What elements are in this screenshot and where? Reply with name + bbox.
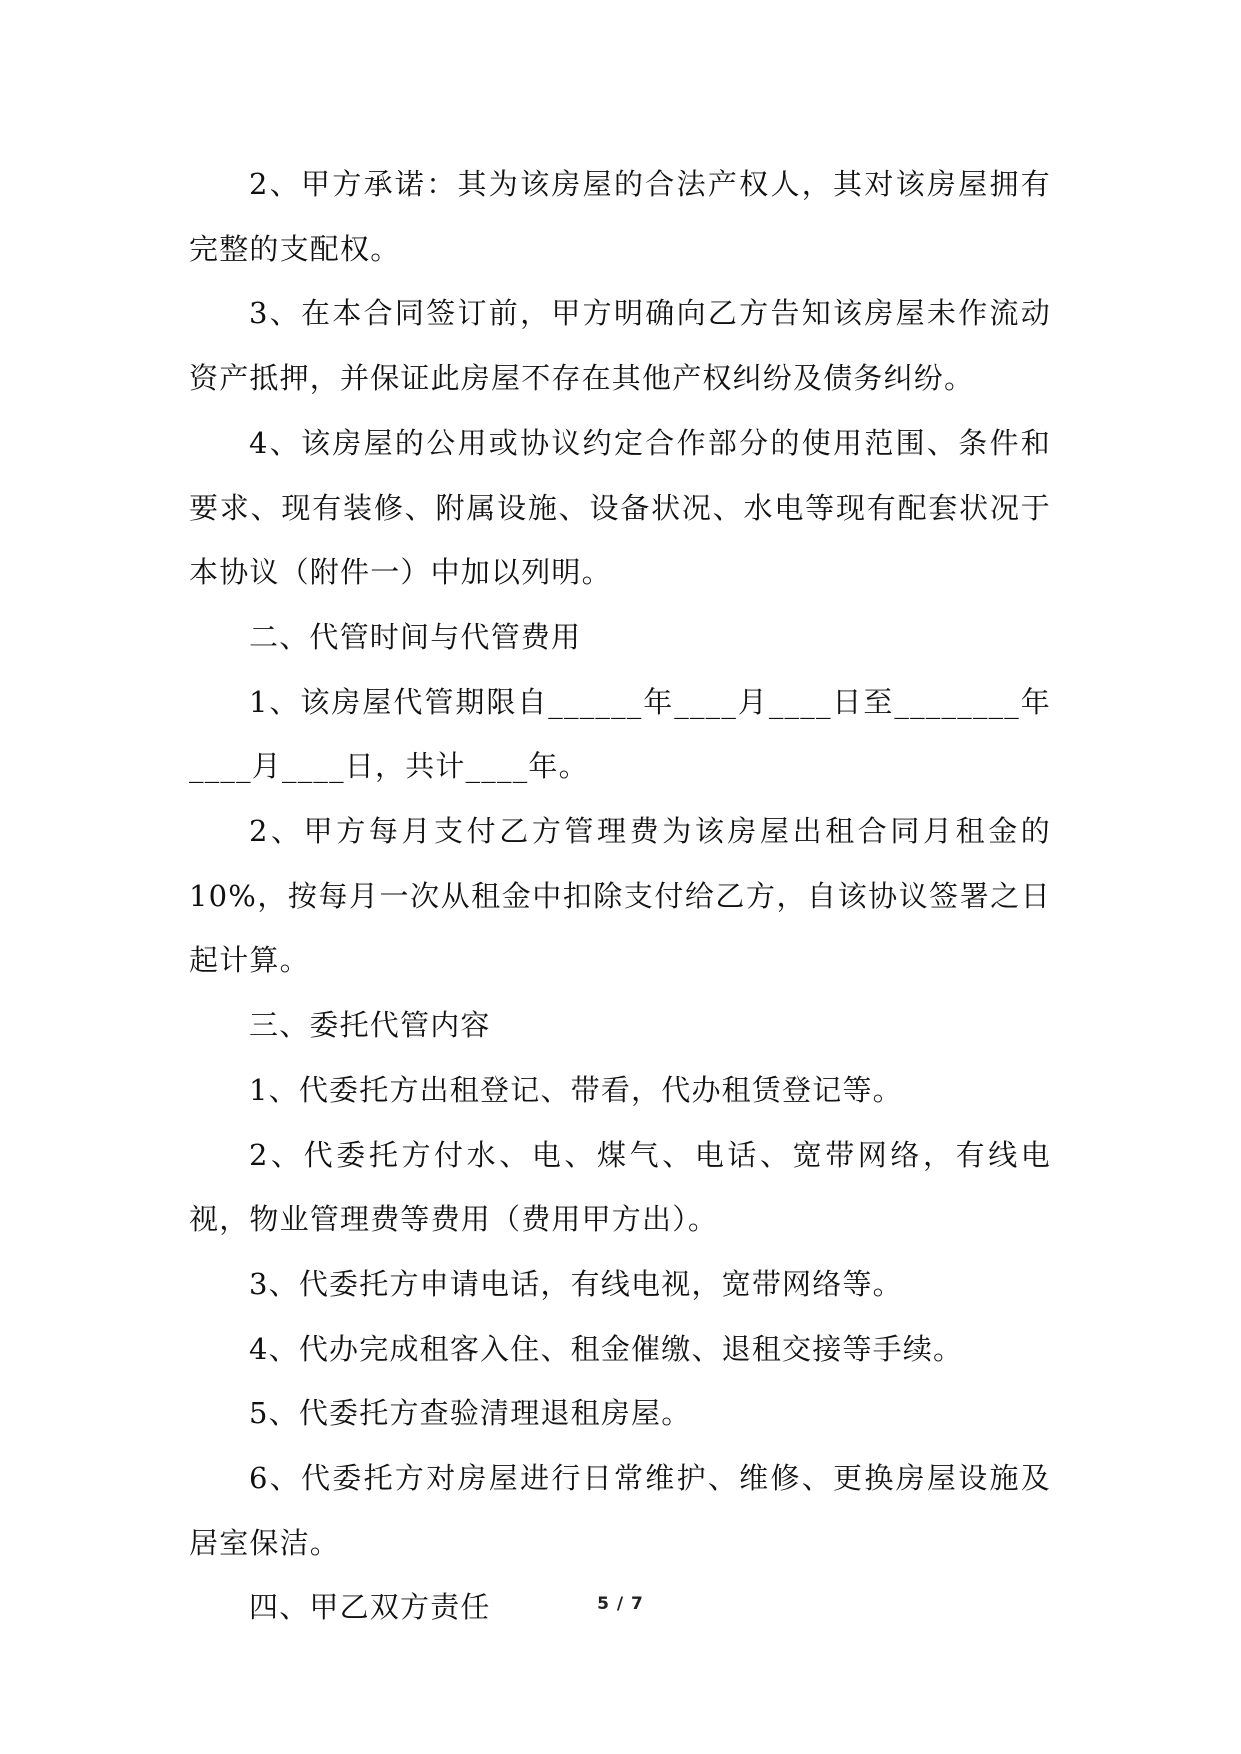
document-body [189, 152, 1051, 1640]
clause-paragraph: 2、甲方承诺：其为该房屋的合法产权人，其对该房屋拥有完整的支配权。 [189, 167, 1051, 266]
section-heading: 四、甲乙双方责任 [249, 1590, 491, 1625]
section-heading: 三、委托代管内容 [249, 1008, 491, 1043]
clause-paragraph: 4、代办完成租客入住、租金催缴、退租交接等手续。 [249, 1331, 964, 1366]
clause-paragraph: 4、该房屋的公用或协议约定合作部分的使用范围、条件和要求、现有装修、附属设施、设备状况、水电等现有配套状况于本协议（附件一）中加以列明。 [189, 425, 1051, 590]
page-number: 5 / 7 [597, 1594, 644, 1614]
clause-paragraph: 1、该房屋代管期限自______年____月____日至________年____月____日，共计____年。 [189, 684, 1051, 784]
clause-paragraph: 3、在本合同签订前，甲方明确向乙方告知该房屋未作流动资产抵押，并保证此房屋不存在其他产权纠纷及债务纠纷。 [189, 296, 1051, 396]
clause-paragraph: 2、代委托方付水、电、煤气、电话、宽带网络，有线电视，物业管理费等费用（费用甲方出）。 [189, 1137, 1051, 1237]
clause-paragraph: 3、代委托方申请电话，有线电视，宽带网络等。 [249, 1266, 903, 1301]
section-heading: 二、代管时间与代管费用 [249, 619, 582, 654]
clause-paragraph: 6、代委托方对房屋进行日常维护、维修、更换房屋设施及居室保洁。 [189, 1461, 1051, 1560]
clause-paragraph: 2、甲方每月支付乙方管理费为该房屋出租合同月租金的10%，按每月一次从租金中扣除支付给乙方，自该协议签署之日起计算。 [189, 814, 1051, 978]
clause-paragraph: 1、代委托方出租登记、带看，代办租赁登记等。 [249, 1072, 903, 1107]
clause-paragraph: 5、代委托方查验清理退租房屋。 [249, 1396, 692, 1431]
